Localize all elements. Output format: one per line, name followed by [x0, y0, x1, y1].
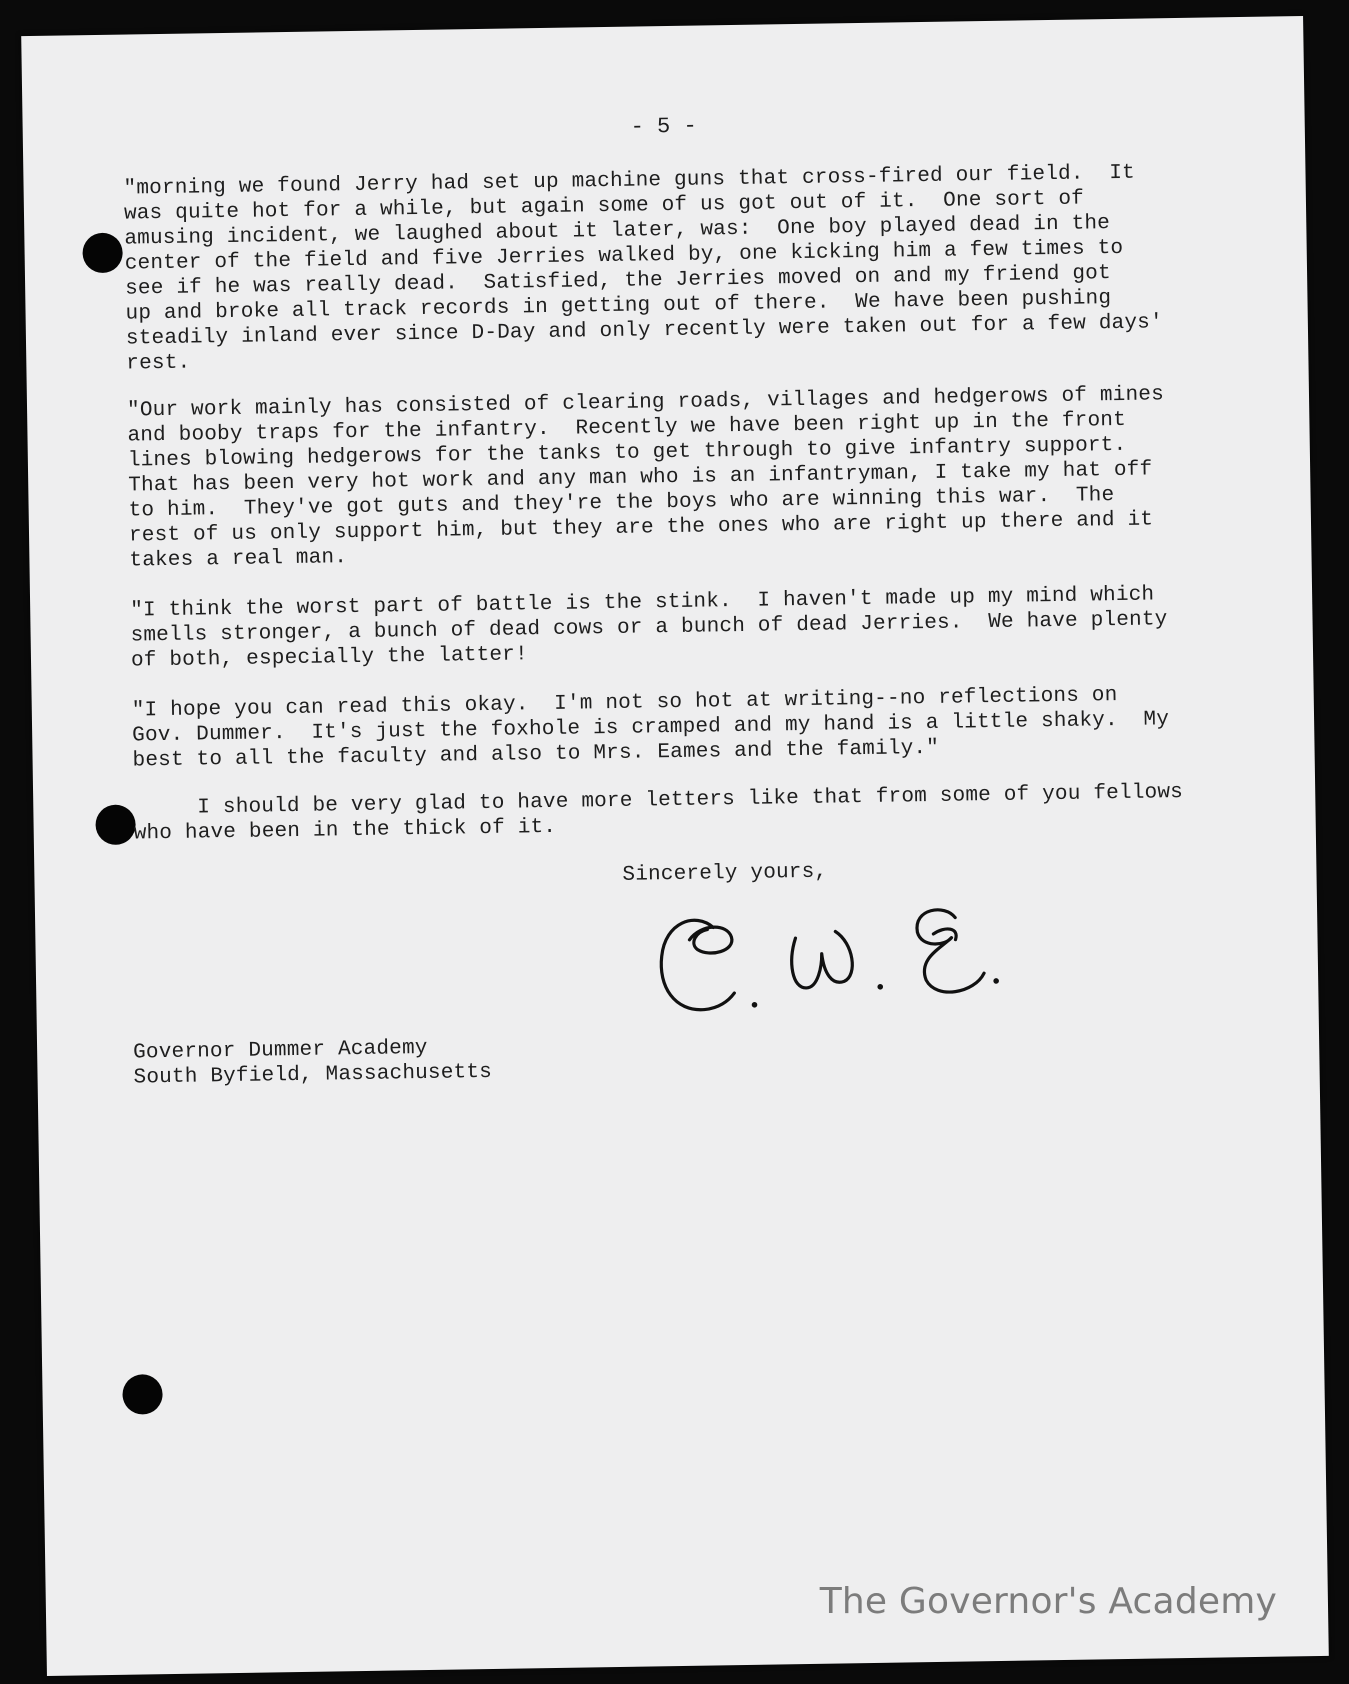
- paragraph-5: I should be very glad to have more letters like that from some of you fellows who have been in the thick of it.: [133, 781, 1184, 846]
- binder-hole-bottom: [122, 1374, 163, 1415]
- paragraph-1: "morning we found Jerry had set up machine guns that cross-fired our field. It was quite hot for a while, but again some of us got out of it. One sort of amusing incident, we laughed about it later, was: One boy played dead in the center of the field and five Jerries walked by, one kicking him a few times to see if he was really dead. Satisfied, the Jerries moved on and my friend got up and broke all track records in getting out of there. We have been pushing steadily inland ever since D-Day and only recently were taken out for a few days' rest.: [123, 161, 1163, 376]
- address-line-2: South Byfield, Massachusetts: [133, 1060, 493, 1090]
- paragraph-3: "I think the worst part of battle is the stink. I haven't made up my mind which smells stronger, a bunch of dead cows or a bunch of dead Jerries. We have plenty of both, especially the latter!: [130, 583, 1168, 673]
- handwritten-signature: [655, 889, 1017, 1035]
- watermark-text: The Governor's Academy: [819, 1581, 1277, 1622]
- document-page: [21, 16, 1329, 1676]
- paragraph-4: "I hope you can read this okay. I'm not so hot at writing--no reflections on Gov. Dummer. It's just the foxhole is cramped and my hand is a little shaky. My best to all the faculty and also to Mrs. Eames and the family.": [131, 684, 1170, 773]
- binder-hole-top: [82, 233, 123, 274]
- binder-hole-middle: [95, 804, 136, 845]
- page-number: - 5 -: [630, 113, 697, 140]
- address-line-1: Governor Dummer Academy: [133, 1036, 428, 1065]
- paragraph-2: "Our work mainly has consisted of clearing roads, villages and hedgerows of mines and booby traps for the infantry. Recently we have been right up in the front lines blowing hedgerows for the tanks to get through to give infantry support. That has been very hot work and any man who is an infantryman, I take my hat off to him. They've got guts and they're the boys who are winning this war. The rest of us only support him, but they are the ones who are right up there and it takes a real man.: [126, 383, 1165, 573]
- closing: Sincerely yours,: [622, 860, 828, 887]
